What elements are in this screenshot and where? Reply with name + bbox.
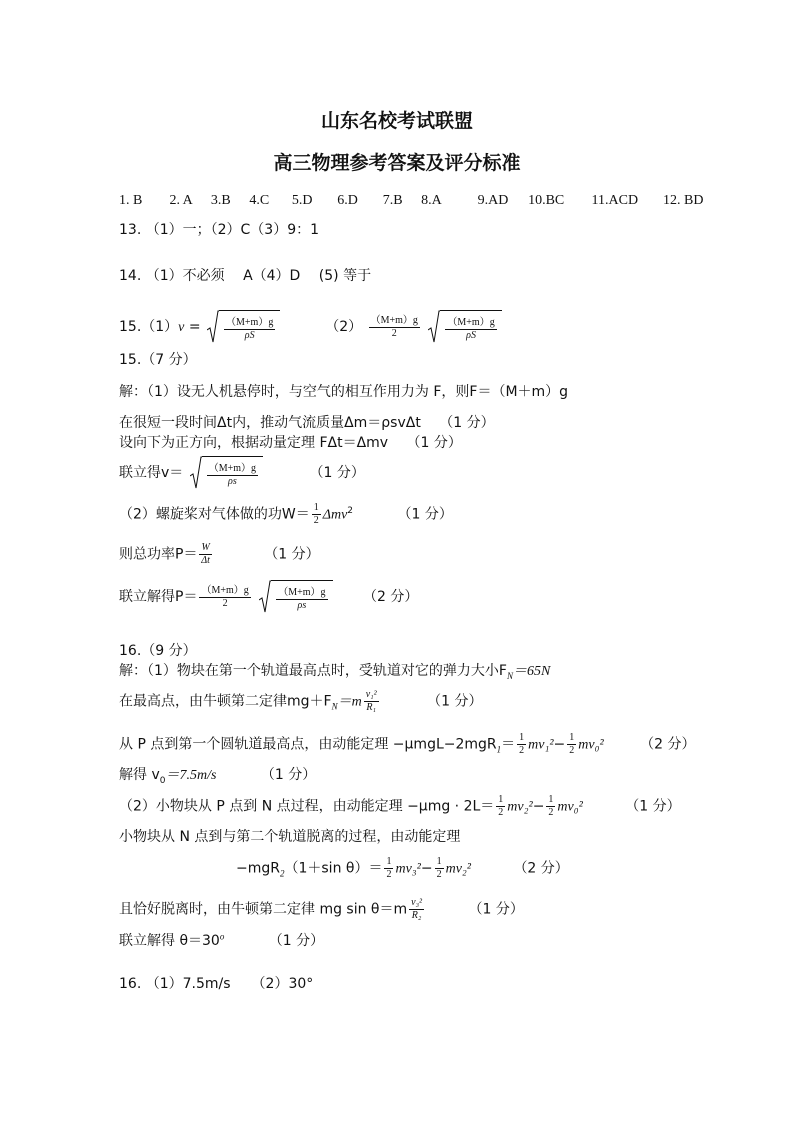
score: （2 分） xyxy=(513,860,569,877)
score: （1 分） xyxy=(264,546,320,563)
numerator: 1 xyxy=(498,794,504,805)
score: （1 分） xyxy=(397,506,453,523)
numerator: （M+m）g xyxy=(226,316,274,328)
step-text: 解得 v xyxy=(119,767,160,783)
expression: ＝65N xyxy=(512,664,551,679)
numerator: v₃² xyxy=(411,897,423,908)
numerator: （M+m）g xyxy=(370,314,418,326)
numerator: 1 xyxy=(548,794,554,805)
numerator: 1 xyxy=(519,732,525,743)
subscript: N xyxy=(331,701,338,712)
q15-label-1: 15.（1） xyxy=(119,319,179,335)
q16-step-6: 小物块从 N 点到与第二个轨道脱离的过程，由动能定理 xyxy=(119,829,461,845)
step-text: 联立解得P＝ xyxy=(119,589,198,605)
denominator: ρS xyxy=(466,329,476,341)
expression: mv₀² xyxy=(557,799,583,815)
numerator: （M+m）g xyxy=(278,586,326,598)
score: （1 分） xyxy=(427,693,483,710)
q16-step-5 xyxy=(119,795,681,818)
equals-sign: ＝ xyxy=(501,736,516,753)
step-text: 在最高点，由牛顿第二定律mg＋F xyxy=(119,693,332,710)
answer-item: 12. BD xyxy=(662,193,704,208)
denominator: 2 xyxy=(519,745,525,756)
step-text: （2）小物块从 P 点到 N 点过程，由动能定理 −μmg · 2L＝ xyxy=(119,798,495,815)
subscript: 2 xyxy=(279,868,285,879)
answer-key-title: 高三物理参考答案及评分标准 xyxy=(273,152,521,174)
denominator: ρs xyxy=(297,599,307,611)
expression: mv₃² xyxy=(395,861,421,877)
expression: mv₂² xyxy=(445,861,471,877)
expression: ＝m xyxy=(337,694,362,710)
step-text: 联立解得 θ＝30 xyxy=(119,933,220,949)
minus-sign: − xyxy=(553,736,566,753)
denominator: 2 xyxy=(313,515,319,526)
numerator: W xyxy=(201,542,210,553)
velocity-symbol: v xyxy=(178,320,185,335)
answer-item: 8.A xyxy=(421,193,442,208)
numerator: 1 xyxy=(436,856,442,867)
answer-item: 4.C xyxy=(249,193,270,208)
q16-step-1 xyxy=(119,660,550,681)
numerator: 1 xyxy=(569,732,575,743)
equals-sign: = xyxy=(184,319,201,335)
denominator: 2 xyxy=(222,597,228,609)
denominator: ρs xyxy=(228,475,237,487)
answer-item: 11.ACD xyxy=(591,193,639,208)
denominator: 2 xyxy=(548,807,554,818)
answer-item: 2. A xyxy=(169,193,193,208)
answer-item: 3.B xyxy=(210,193,231,208)
q15-score: 15.（7 分） xyxy=(119,352,197,368)
q16-step-7 xyxy=(236,857,569,880)
step-text: 从 P 点到第一个圆轨道最高点，由动能定理 −μmgL−2mgR xyxy=(119,736,497,753)
q15-step-4 xyxy=(119,456,365,490)
denominator: 2 xyxy=(386,869,392,880)
sqrt-expression xyxy=(190,456,263,490)
score: （2 分） xyxy=(362,589,419,605)
denominator: 2 xyxy=(436,869,442,880)
denominator: R₁ xyxy=(366,702,376,713)
denominator: Δt xyxy=(201,555,210,566)
answer-item: 5.D xyxy=(291,193,313,208)
q16-step-3 xyxy=(119,733,695,756)
subscript: 1 xyxy=(496,744,502,755)
score: （1 分） xyxy=(309,465,365,481)
q15-answer xyxy=(119,310,504,344)
sqrt-expression xyxy=(259,580,332,614)
denominator: 2 xyxy=(498,807,504,818)
q15-step-2: 在很短一段时间Δt内，推动气流质量Δm＝ρsvΔt （1 分） xyxy=(119,415,495,431)
score: （1 分） xyxy=(268,933,325,949)
step-text: （2）螺旋桨对气体做的功W＝ xyxy=(119,506,310,523)
q15-label-2: （2） xyxy=(325,319,363,335)
expression: mv₀² xyxy=(578,737,604,753)
q16-step-4 xyxy=(119,764,316,786)
q16-step-8 xyxy=(119,898,524,921)
score: （1 分） xyxy=(468,901,524,918)
denominator: ρS xyxy=(244,329,255,341)
q15-step-6 xyxy=(119,543,320,566)
expression: Δmv xyxy=(322,507,348,523)
q14-answer: 14. （1）不必须 A（4）D (5) 等于 xyxy=(119,268,372,284)
q15-step-7 xyxy=(119,580,418,614)
q15-step-1: 解：（1）设无人机悬停时，与空气的相互作用力为 F，则F＝（M＋m）g xyxy=(119,384,569,400)
numerator: （M+m）g xyxy=(447,316,495,328)
q15-step-5: （2）螺旋桨对气体做的功W＝ $\frac{1}{2}$ Δmv$^2$ （1 分） xyxy=(119,502,453,526)
minus-sign: − xyxy=(420,860,433,877)
minus-sign: − xyxy=(532,798,545,815)
denominator: 2 xyxy=(391,327,397,339)
score: （1 分） xyxy=(260,767,317,783)
numerator: v₁² xyxy=(365,689,377,700)
sqrt-expression xyxy=(207,310,280,344)
step-text: 联立得v＝ xyxy=(119,465,184,481)
step-text: 且恰好脱离时，由牛顿第二定律 mg sin θ＝m xyxy=(119,901,408,918)
answer-item: 1. B xyxy=(119,193,143,208)
expression: −mgR xyxy=(236,860,280,877)
multiple-choice-answers xyxy=(119,192,703,209)
numerator: 1 xyxy=(313,502,319,513)
subscript: N xyxy=(506,670,513,681)
numerator: （M+m）g xyxy=(208,462,257,474)
numerator: 1 xyxy=(386,856,392,867)
q15-step-3: 设向下为正方向，根据动量定理 FΔt＝Δmv （1 分） xyxy=(119,435,462,451)
answer-item: 6.D xyxy=(337,193,358,208)
answer-item: 7.B xyxy=(382,193,403,208)
q16-step-2 xyxy=(119,690,482,713)
expression: mv₁² xyxy=(528,737,554,753)
denominator: R₂ xyxy=(411,910,422,921)
q13-answer: 13. （1）一；（2）C（3）9：1 xyxy=(119,222,320,238)
superscript: o xyxy=(219,931,225,942)
expression: （1＋sin θ）＝ xyxy=(284,860,383,877)
exam-union-title: 山东名校考试联盟 xyxy=(320,110,473,132)
score: （2 分） xyxy=(640,736,696,753)
score: （1 分） xyxy=(625,798,681,815)
q16-final-answer: 16. （1）7.5m/s （2）30° xyxy=(119,976,314,992)
step-text: 解：（1）物块在第一个轨道最高点时，受轨道对它的弹力大小F xyxy=(119,663,507,679)
sqrt-expression xyxy=(428,310,501,344)
subscript: 0 xyxy=(159,775,166,786)
q16-step-9 xyxy=(119,930,324,950)
expression: mv₂² xyxy=(507,799,533,815)
answer-item: 10.BC xyxy=(528,193,565,208)
expression: ＝7.5m/s xyxy=(165,768,217,783)
answer-item: 9.AD xyxy=(477,193,509,208)
step-text: 则总功率P＝ xyxy=(119,546,198,563)
denominator: 2 xyxy=(569,745,575,756)
numerator: （M+m）g xyxy=(201,584,249,596)
q16-score: 16.（9 分） xyxy=(119,643,197,659)
